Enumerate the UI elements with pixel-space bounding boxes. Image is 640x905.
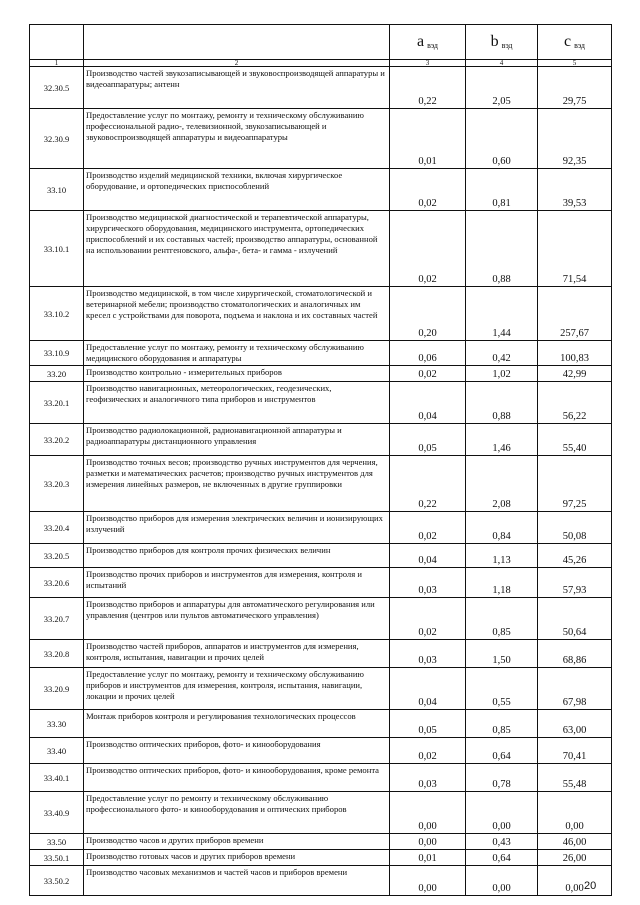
header-cell-code [30,25,84,60]
row-value-a: 0,04 [390,544,466,568]
row-code: 33.10.1 [30,211,84,287]
row-value-c: 0,00 [538,866,612,896]
row-value-a: 0,02 [390,366,466,382]
table-row [30,109,612,169]
row-description: Предоставление услуг по монтажу, ремонту и техническому обслуживанию медицинского оборудования и аппаратуры [84,341,390,366]
row-description: Производство контрольно - измерительных приборов [84,366,390,382]
row-value-a: 0,03 [390,568,466,598]
row-code: 33.20.6 [30,568,84,598]
page-number: 20 [584,880,597,892]
row-value-b: 0,55 [466,668,538,710]
header-cell-b: b $_{вэд}$ [466,25,538,60]
row-description: Предоставление услуг по ремонту и техническому обслуживанию профессионального фото- и кинооборудования и оптических приборов [84,792,390,834]
row-value-c: 63,00 [538,710,612,738]
row-description: Производство частей приборов, аппаратов и инструментов для измерения, контроля, испытания, навигации и прочих целей [84,640,390,668]
row-value-c: 45,26 [538,544,612,568]
row-code: 33.20.4 [30,512,84,544]
row-value-b: 1,02 [466,366,538,382]
row-value-c: 42,99 [538,366,612,382]
row-code: 33.20 [30,366,84,382]
header-cell-desc [84,25,390,60]
header-cell-a: a $_{вэд}$ [390,25,466,60]
row-value-b: 0,88 [466,211,538,287]
table-row [30,568,612,598]
row-value-a: 0,05 [390,424,466,456]
row-description: Производство частей звукозаписывающей и звуковоспроизводящей аппаратуры и видеоаппаратуры; антенн [84,67,390,109]
row-value-c: 50,64 [538,598,612,640]
row-description: Производство точных весов; производство ручных инструментов для черчения, разметки и математических расчетов; производство ручных инструментов для измерения линейных размеров, не включенных в другие группировки [84,456,390,512]
table-row [30,598,612,640]
row-value-a: 0,22 [390,67,466,109]
table-row [30,792,612,834]
row-code: 33.10.9 [30,341,84,366]
row-code: 33.30 [30,710,84,738]
row-description: Производство медицинской, в том числе хирургической, стоматологической и ветеринарной мебели; производство стоматологических и аналогичных им кресел с устройствами для поворота, подъема и наклона и их составных частей [84,287,390,341]
table-row [30,382,612,424]
row-code: 33.20.2 [30,424,84,456]
row-value-a: 0,06 [390,341,466,366]
table-row [30,544,612,568]
row-value-a: 0,05 [390,710,466,738]
row-value-c: 39,53 [538,169,612,211]
row-code: 33.20.9 [30,668,84,710]
row-code: 33.40 [30,738,84,764]
table-row [30,211,612,287]
row-value-a: 0,01 [390,109,466,169]
row-description: Монтаж приборов контроля и регулирования технологических процессов [84,710,390,738]
row-value-a: 0,03 [390,764,466,792]
row-value-a: 0,04 [390,668,466,710]
row-description: Производство медицинской диагностической и терапевтической аппаратуры, хирургического оборудования, медицинского инструмента, ортопедических приспособлений и их составных частей; производство аппаратуры, основанной на использовании рентгеновского, альфа-, бета- и гамма - излучений [84,211,390,287]
table-row [30,866,612,896]
row-value-b: 0,78 [466,764,538,792]
column-number-row [30,60,612,67]
row-value-b: 1,18 [466,568,538,598]
row-value-c: 257,67 [538,287,612,341]
row-value-b: 0,64 [466,850,538,866]
table-row [30,640,612,668]
table-row [30,834,612,850]
row-code: 33.20.5 [30,544,84,568]
row-value-b: 0,64 [466,738,538,764]
row-value-b: 0,88 [466,382,538,424]
row-value-c: 70,41 [538,738,612,764]
row-description: Производство приборов для измерения электрических величин и ионизирующих излучений [84,512,390,544]
row-value-a: 0,00 [390,866,466,896]
row-code: 33.50 [30,834,84,850]
row-value-c: 57,93 [538,568,612,598]
table-row [30,424,612,456]
row-value-c: 29,75 [538,67,612,109]
row-value-b: 0,00 [466,866,538,896]
row-value-a: 0,02 [390,169,466,211]
row-description: Производство часов и других приборов времени [84,834,390,850]
row-description: Предоставление услуг по монтажу, ремонту и техническому обслуживанию приборов и инструментов для измерения, контроля, испытания, навигации, локации и прочих целей [84,668,390,710]
row-value-b: 0,84 [466,512,538,544]
column-number: 5 [538,60,612,67]
row-value-b: 0,81 [466,169,538,211]
table-row [30,512,612,544]
row-value-c: 92,35 [538,109,612,169]
row-value-c: 50,08 [538,512,612,544]
row-value-c: 100,83 [538,341,612,366]
row-value-b: 2,05 [466,67,538,109]
row-code: 33.10.2 [30,287,84,341]
row-value-a: 0,02 [390,598,466,640]
row-value-c: 46,00 [538,834,612,850]
row-description: Производство оптических приборов, фото- и кинооборудования [84,738,390,764]
row-value-c: 55,48 [538,764,612,792]
table-row [30,710,612,738]
table-row [30,456,612,512]
row-value-a: 0,03 [390,640,466,668]
row-value-b: 1,50 [466,640,538,668]
table-row [30,738,612,764]
row-code: 32.30.9 [30,109,84,169]
row-value-a: 0,01 [390,850,466,866]
row-description: Предоставление услуг по монтажу, ремонту и техническому обслуживанию профессиональной радио-, телевизионной, звукозаписывающей и звуковоспроизводящей аппаратуры и видеоаппаратуры [84,109,390,169]
row-value-a: 0,20 [390,287,466,341]
table-row [30,67,612,109]
row-value-c: 56,22 [538,382,612,424]
column-number: 2 [84,60,390,67]
row-value-c: 26,00 [538,850,612,866]
row-value-a: 0,02 [390,211,466,287]
row-value-c: 0,00 [538,792,612,834]
table-row [30,287,612,341]
row-value-a: 0,00 [390,834,466,850]
row-value-c: 97,25 [538,456,612,512]
row-value-b: 0,43 [466,834,538,850]
column-number: 3 [390,60,466,67]
row-value-c: 67,98 [538,668,612,710]
table-row [30,764,612,792]
row-description: Производство прочих приборов и инструментов для измерения, контроля и испытаний [84,568,390,598]
row-code: 33.20.7 [30,598,84,640]
row-value-b: 0,85 [466,598,538,640]
table-row [30,850,612,866]
row-code: 33.50.1 [30,850,84,866]
header-cell-c: c $_{вэд}$ [538,25,612,60]
row-description: Производство приборов и аппаратуры для автоматического регулирования или управления (центров или пультов автоматического управления) [84,598,390,640]
header-row [30,25,612,60]
table-row [30,341,612,366]
row-code: 33.40.9 [30,792,84,834]
row-description: Производство приборов для контроля прочих физических величин [84,544,390,568]
table-row [30,668,612,710]
row-description: Производство готовых часов и других приборов времени [84,850,390,866]
row-value-b: 1,44 [466,287,538,341]
row-value-b: 0,42 [466,341,538,366]
row-value-b: 0,85 [466,710,538,738]
row-value-b: 0,60 [466,109,538,169]
row-value-b: 0,00 [466,792,538,834]
row-description: Производство часовых механизмов и частей часов и приборов времени [84,866,390,896]
column-number: 4 [466,60,538,67]
row-code: 33.50.2 [30,866,84,896]
row-value-b: 1,13 [466,544,538,568]
row-value-b: 2,08 [466,456,538,512]
row-value-c: 68,86 [538,640,612,668]
column-number: 1 [30,60,84,67]
row-code: 33.20.1 [30,382,84,424]
row-description: Производство радиолокационной, радионавигационной аппаратуры и радиоаппаратуры дистанционного управления [84,424,390,456]
row-value-a: 0,22 [390,456,466,512]
row-value-b: 1,46 [466,424,538,456]
row-value-c: 71,54 [538,211,612,287]
row-code: 33.40.1 [30,764,84,792]
row-value-c: 55,40 [538,424,612,456]
row-code: 33.20.8 [30,640,84,668]
row-code: 33.10 [30,169,84,211]
row-description: Производство изделий медицинской техники, включая хирургическое оборудование, и ортопедических приспособлений [84,169,390,211]
row-code: 33.20.3 [30,456,84,512]
row-value-a: 0,02 [390,512,466,544]
row-description: Производство навигационных, метеорологических, геодезических, геофизических и аналогичного типа приборов и инструментов [84,382,390,424]
data-table [29,24,612,896]
row-value-a: 0,00 [390,792,466,834]
row-code: 32.30.5 [30,67,84,109]
row-description: Производство оптических приборов, фото- и кинооборудования, кроме ремонта [84,764,390,792]
table-row [30,169,612,211]
row-value-a: 0,02 [390,738,466,764]
table-row [30,366,612,382]
row-value-a: 0,04 [390,382,466,424]
